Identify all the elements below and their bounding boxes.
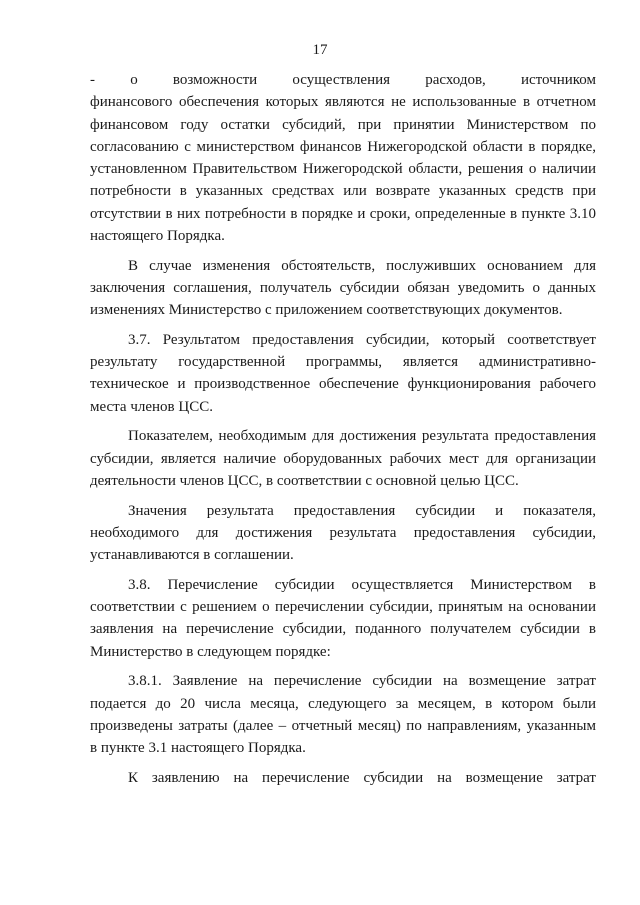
text-line: Показателем, необходимым для достижения результата предоставления bbox=[128, 428, 596, 445]
text-line: в пункте 3.1 настоящего Порядка. bbox=[90, 740, 306, 757]
paragraph bbox=[90, 574, 596, 663]
text-line: финансовом году остатки субсидий, при принятии Министерством по bbox=[90, 116, 596, 133]
text-line: потребности в указанных средствах или возврате указанных средств при bbox=[90, 183, 596, 200]
document-body bbox=[90, 69, 596, 796]
text-line: финансового обеспечения которых являются не использованные в отчетном bbox=[90, 94, 596, 111]
text-line: устанавливаются в соглашении. bbox=[90, 547, 294, 564]
paragraph bbox=[90, 69, 596, 247]
text-line: К заявлению на перечисление субсидии на возмещение затрат bbox=[128, 769, 596, 786]
text-line: техническое и производственное обеспечение функционирования рабочего bbox=[90, 376, 596, 393]
text-line: произведены затраты (далее – отчетный месяц) по направлениям, указанным bbox=[90, 717, 596, 734]
paragraph bbox=[90, 425, 596, 492]
page-number: 17 bbox=[312, 42, 328, 58]
paragraph bbox=[90, 500, 596, 567]
text-line: деятельности членов ЦСС, в соответствии с основной целью ЦСС. bbox=[90, 472, 519, 489]
text-line: необходимого для достижения результата предоставления субсидии, bbox=[90, 524, 596, 541]
text-line: 3.8.1. Заявление на перечисление субсидии на возмещение затрат bbox=[128, 673, 596, 690]
text-line: установленном Правительством Нижегородской области, решения о наличии bbox=[90, 161, 596, 178]
text-line: В случае изменения обстоятельств, послуживших основанием для bbox=[128, 257, 596, 274]
paragraph bbox=[90, 255, 596, 322]
text-line: - о возможности осуществления расходов, источником bbox=[90, 72, 596, 88]
text-line: согласованию с министерством финансов Нижегородской области в порядке, bbox=[90, 138, 596, 155]
text-line: места членов ЦСС. bbox=[90, 398, 213, 415]
text-line: заявления на перечисление субсидии, поданного получателем субсидии в bbox=[90, 621, 596, 638]
text-line: настоящего Порядка. bbox=[90, 228, 225, 245]
paragraph bbox=[90, 670, 596, 759]
text-line: изменениях Министерство с приложением соответствующих документов. bbox=[90, 302, 563, 319]
paragraph bbox=[90, 329, 596, 418]
text-line: подается до 20 числа месяца, следующего за месяцем, в котором были bbox=[90, 695, 596, 712]
text-line: Министерство в следующем порядке: bbox=[90, 643, 331, 660]
text-line: результату государственной программы, является административно- bbox=[90, 354, 596, 371]
text-line: соответствии с решением о перечислении субсидии, принятым на основании bbox=[90, 599, 596, 616]
text-line: заключения соглашения, получатель субсидии обязан уведомить о данных bbox=[90, 279, 596, 296]
text-line: 3.8. Перечисление субсидии осуществляется Министерством в bbox=[128, 576, 596, 593]
text-line: отсутствии в них потребности в порядке и сроки, определенные в пункте 3.10 bbox=[90, 205, 596, 222]
paragraph bbox=[90, 767, 596, 789]
text-line: 3.7. Результатом предоставления субсидии, который соответствует bbox=[128, 331, 596, 348]
text-line: Значения результата предоставления субсидии и показателя, bbox=[128, 502, 596, 519]
text-line: субсидии, является наличие оборудованных рабочих мест для организации bbox=[90, 450, 596, 467]
